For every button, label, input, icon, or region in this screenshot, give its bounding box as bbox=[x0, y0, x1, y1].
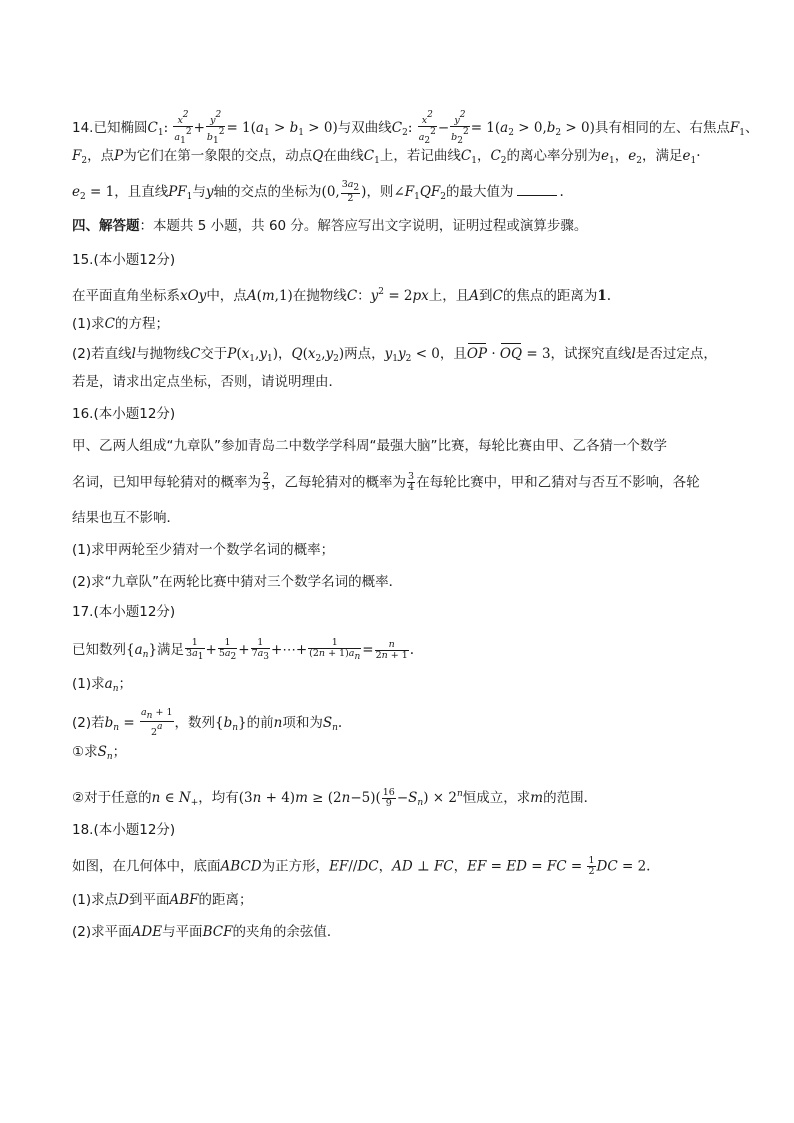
q17-sub-2: ②对于任意的n ∈ $N_+$，均有(3n + 4)m ≥ (2n−5)( $\frac{16}{9}$ $-S_n) \times 2^n$恒成立，求m的范围． bbox=[72, 786, 598, 809]
section-heading: 四、解答题：本题共 5 小题，共 60 分。解答应写出文字说明，证明过程或演算步骤。 bbox=[72, 218, 588, 234]
q16-part-2: (2)求“九章队”在两轮比赛中猜对三个数学名词的概率． bbox=[72, 574, 403, 590]
q18-part-1: (1)求点D到平面ABF的距离； bbox=[72, 892, 253, 908]
q18-stem: 如图，在几何体中，底面ABCD为正方形，EF//DC，AD ⊥ FC，EF = ED = FC = $\frac{1}{2}$ DC = 2. bbox=[72, 855, 651, 877]
q16-part-1: (1)求甲两轮至少猜对一个数学名词的概率； bbox=[72, 542, 335, 558]
q17-part-1: (1)求$a_n$； bbox=[72, 676, 132, 694]
q17-part-2: (2)若$b_n$ = $\frac{an + 1}{2a}$ ，数列$\{b_n\}$的前n项和为$S_n$. bbox=[72, 707, 343, 738]
q14-line-2: $F_2$，点P为它们在第一象限的交点，动点Q在曲线$C_1$上，若记曲线$C_1$，$C_2$的离心率分别为$e_1$，$e_2$，满足$e_1\cdot$ bbox=[72, 148, 701, 166]
q17-label: 17.(本小题12分) bbox=[72, 604, 176, 620]
q18-part-2: (2)求平面ADE与平面BCF的夹角的余弦值． bbox=[72, 924, 341, 940]
q16-stem-3: 结果也互不影响． bbox=[72, 510, 180, 526]
q15-part-2-cont: 若是，请求出定点坐标，否则，请说明理由． bbox=[72, 374, 342, 390]
q15-part-1: (1)求C的方程； bbox=[72, 316, 169, 332]
q14-line-1: 14.已知椭圆$C_1$: $\frac{x2}{a12}$ + $\frac{y2}{b12}$ = $1(a_1 > b_1 > 0)$与双曲线$C_2$: $\frac{x2}{a22}$ − $\frac{y2}{b22}$ = $1(a_2 > 0,b_2 > 0)$具有相同的左、右焦点$F_1$、 bbox=[72, 110, 759, 146]
q15-label: 15.(本小题12分) bbox=[72, 252, 176, 268]
answer-blank bbox=[517, 183, 557, 196]
q17-sub-1: ①求$S_n$； bbox=[72, 744, 127, 762]
q16-label: 16.(本小题12分) bbox=[72, 406, 176, 422]
q14-line-3: $e_2 = 1$，且直线$PF_1$与y轴的交点的坐标为(0, $\frac{3a2}{2}$ )，则$\angle F_1QF_2$的最大值为 . bbox=[72, 179, 564, 204]
q16-stem-2: 名词，已知甲每轮猜对的概率为 $\frac{2}{3}$ ，乙每轮猜对的概率为 $\frac{3}{4}$ 在每轮比赛中，甲和乙猜对与否互不影响，各轮 bbox=[72, 471, 700, 493]
q18-label: 18.(本小题12分) bbox=[72, 822, 176, 838]
q14-text: 14.已知椭圆 bbox=[72, 120, 148, 136]
q15-stem: 在平面直角坐标系xOy中，点A(m,1)在抛物线C：$y^2 = 2px$上，且A到C的焦点的距离为1. bbox=[72, 287, 612, 304]
q17-stem: 已知数列$\{a_n\}$满足 $\frac{1}{3a1}$ + $\frac{1}{5a2}$ + $\frac{1}{7a3}$ +⋯+ $\frac{1}{(2n + 1)an}$ = $\frac{n}{2n + 1}$ . bbox=[72, 637, 415, 662]
q16-stem-1: 甲、乙两人组成“九章队”参加青岛二中数学学科周“最强大脑”比赛，每轮比赛由甲、乙各猜一个数学 bbox=[72, 438, 667, 454]
q15-part-2: (2)若直线l与抛物线C交于$P(x_1,y_1)$，$Q(x_2,y_2)$两点，$y_1y_2 < 0$，且OP · OQ = 3，试探究直线l是否过定点， bbox=[72, 346, 717, 364]
